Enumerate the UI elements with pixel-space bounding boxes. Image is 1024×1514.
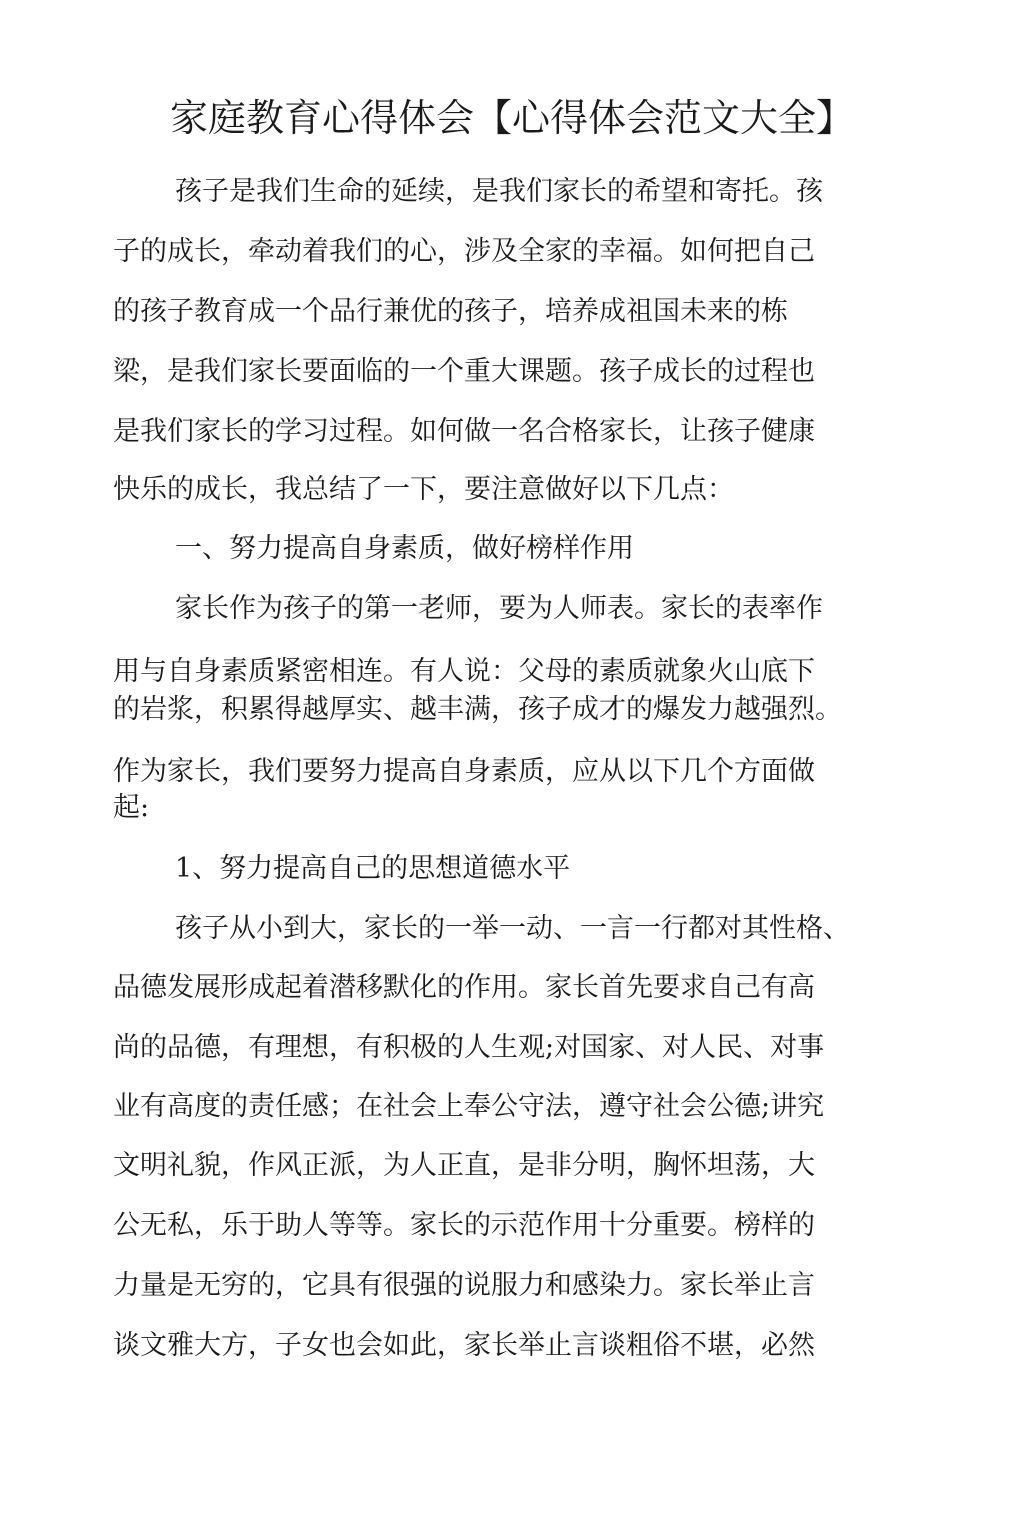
paragraph-line: 谈文雅大方，子女也会如此，家长举止言谈粗俗不堪，必然 [113, 1330, 815, 1361]
paragraph-line: 业有高度的责任感；在社会上奉公守法，遵守社会公德;讲究 [113, 1091, 825, 1122]
paragraph-line: 品德发展形成起着潜移默化的作用。家长首先要求自己有高 [113, 972, 815, 1003]
paragraph-line: 梁，是我们家长要面临的一个重大课题。孩子成长的过程也 [113, 356, 815, 387]
paragraph-line: 文明礼貌，作风正派，为人正直，是非分明，胸怀坦荡，大 [113, 1150, 815, 1181]
paragraph-line: 公无私，乐于助人等等。家长的示范作用十分重要。榜样的 [113, 1210, 815, 1241]
paragraph-line: 力量是无穷的，它具有很强的说服力和感染力。家长举止言 [113, 1270, 815, 1301]
paragraph-line: 孩子是我们生命的延续，是我们家长的希望和寄托。孩 [175, 176, 823, 207]
subsection-heading: 1、努力提高自己的思想道德水平 [175, 853, 571, 884]
paragraph-line: 起: [113, 792, 150, 823]
paragraph-line: 尚的品德，有理想，有积极的人生观;对国家、对人民、对事 [113, 1032, 825, 1063]
paragraph-line: 用与自身素质紧密相连。有人说：父母的素质就象火山底下 [113, 656, 815, 687]
paragraph-line: 作为家长，我们要努力提高自身素质，应从以下几个方面做 [113, 756, 815, 787]
paragraph-line: 子的成长，牵动着我们的心，涉及全家的幸福。如何把自己 [113, 236, 815, 267]
section-heading: 一、努力提高自身素质，做好榜样作用 [175, 533, 634, 564]
paragraph-line: 孩子从小到大，家长的一举一动、一言一行都对其性格、 [175, 913, 850, 944]
paragraph-line: 是我们家长的学习过程。如何做一名合格家长，让孩子健康 [113, 416, 815, 447]
paragraph-line: 快乐的成长，我总结了一下，要注意做好以下几点： [113, 474, 734, 505]
document-title: 家庭教育心得体会【心得体会范文大全】 [169, 96, 854, 140]
paragraph-line: 家长作为孩子的第一老师，要为人师表。家长的表率作 [175, 593, 823, 624]
paragraph-line: 的岩浆，积累得越厚实、越丰满，孩子成才的爆发力越强烈。 [113, 694, 842, 725]
paragraph-line: 的孩子教育成一个品行兼优的孩子，培养成祖国未来的栋 [113, 296, 788, 327]
